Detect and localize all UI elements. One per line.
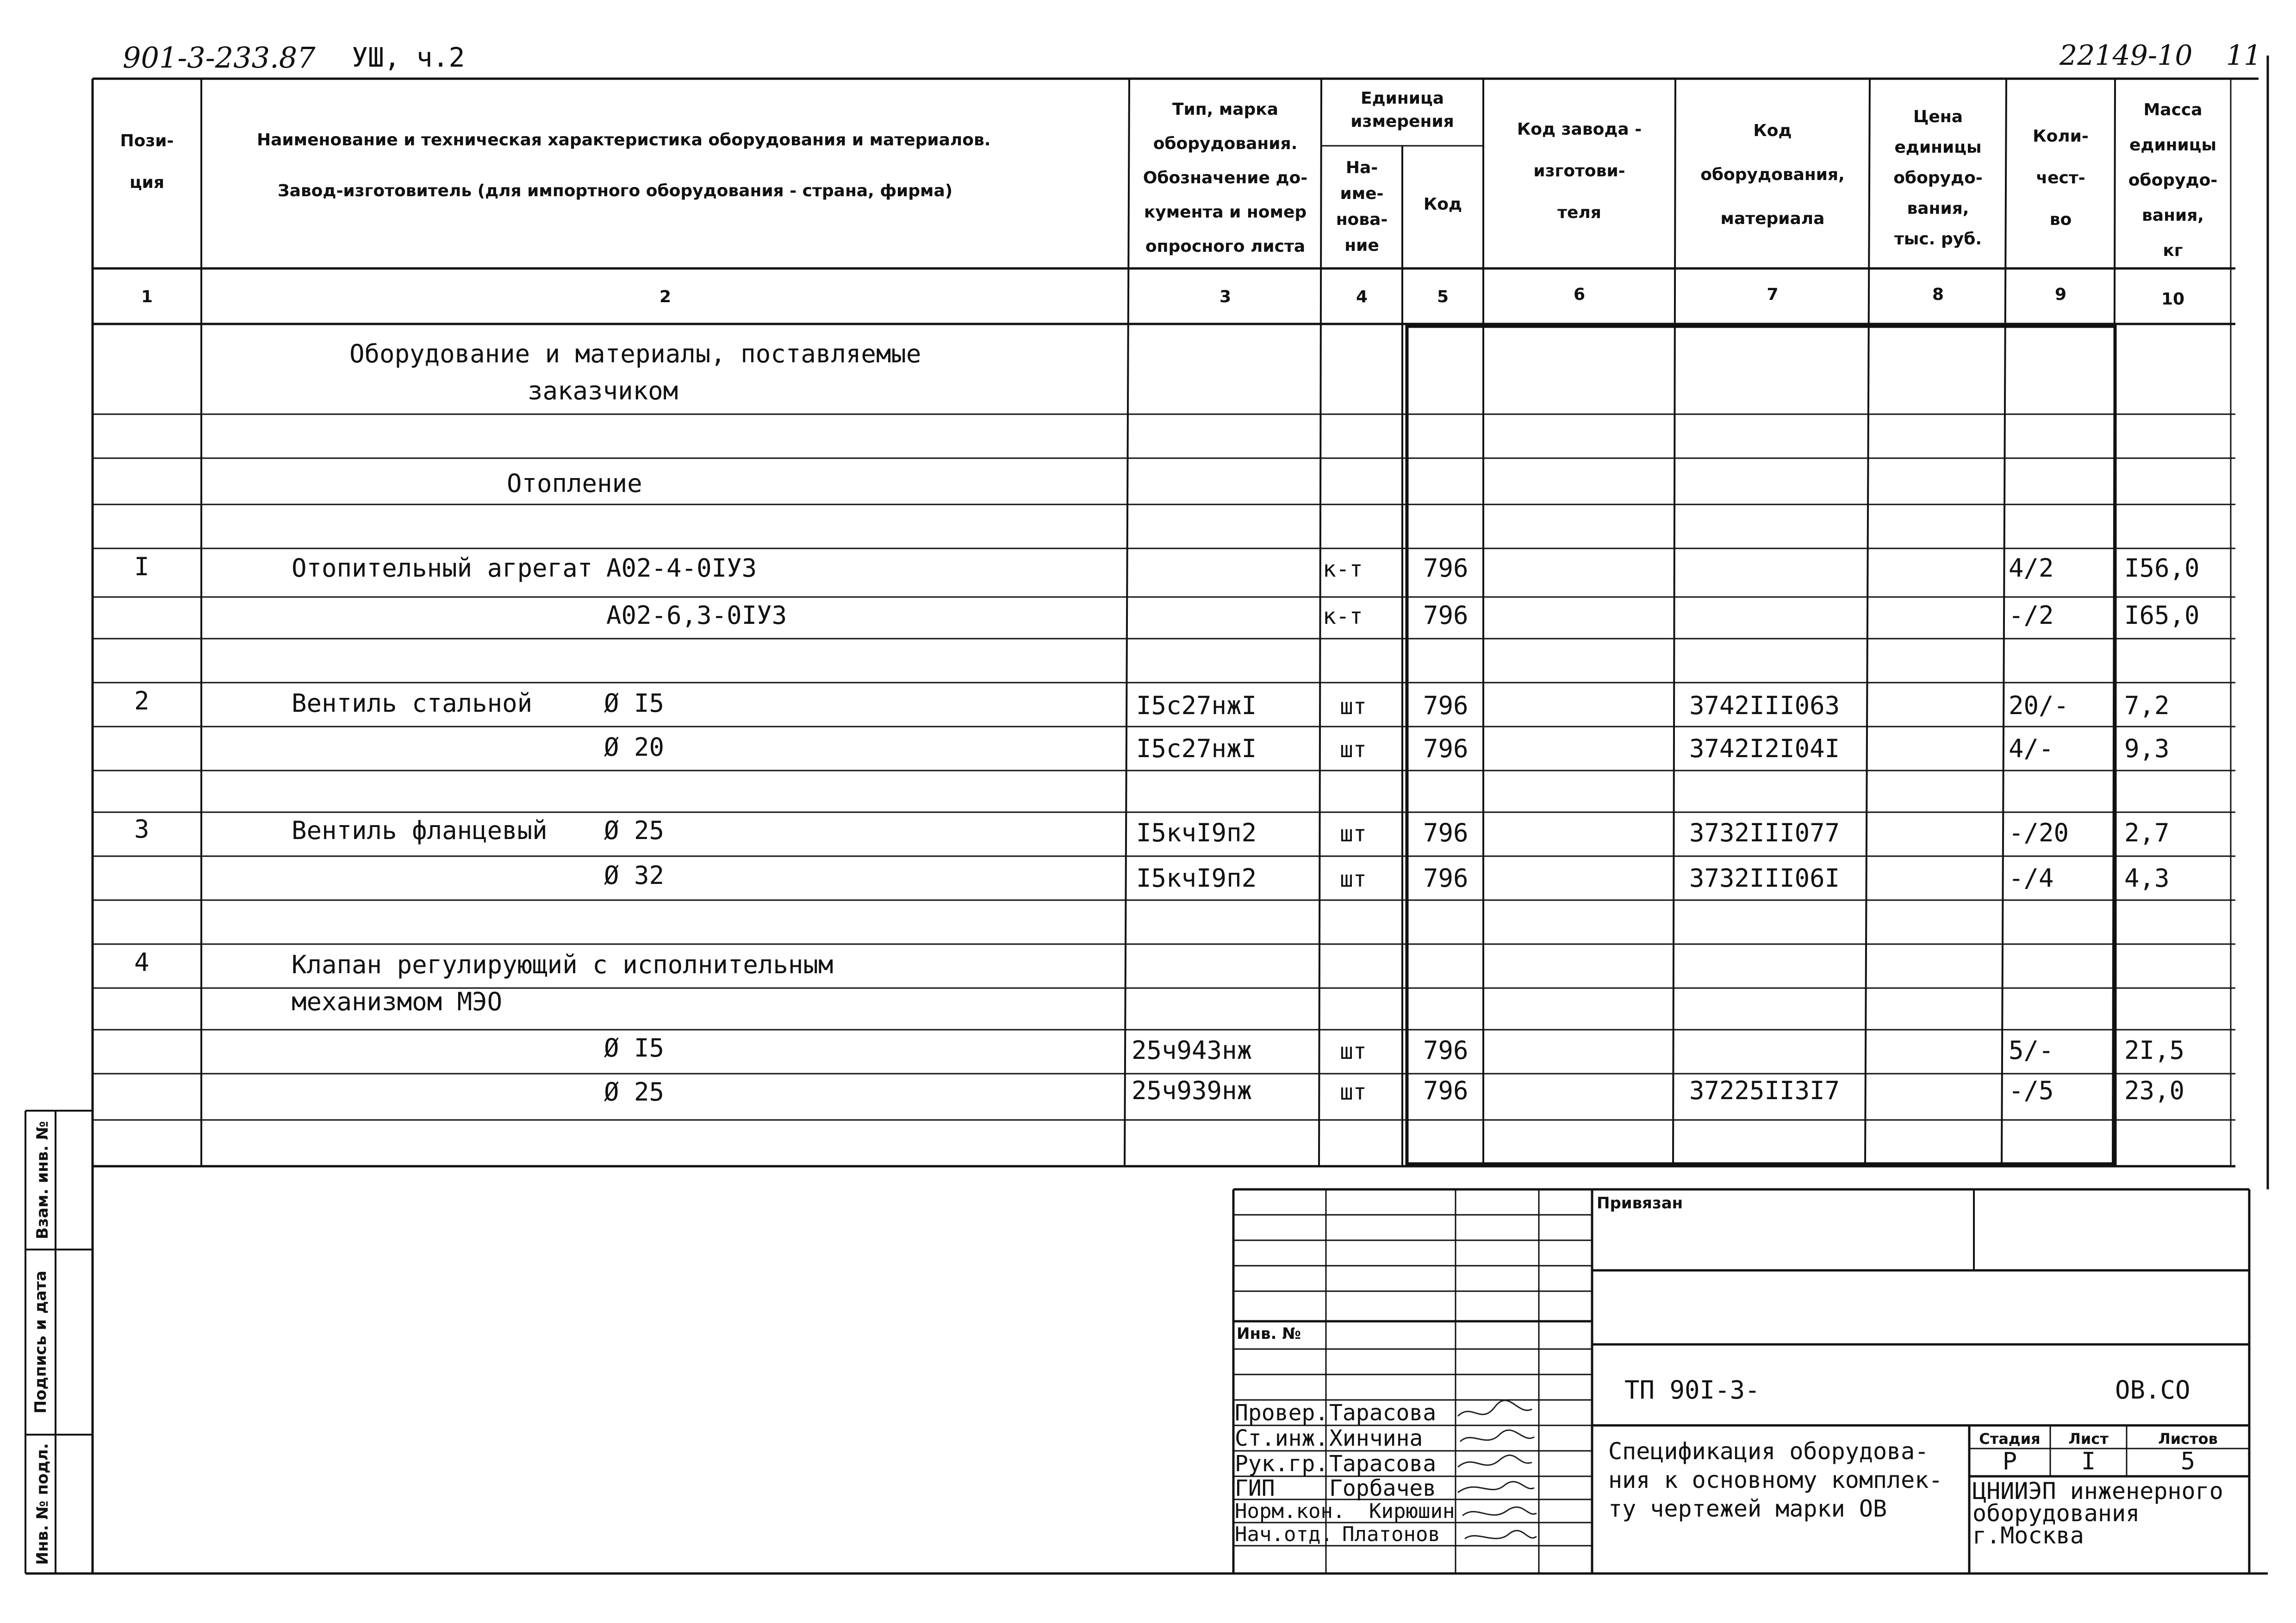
row-unit: шт (1340, 866, 1367, 892)
col-number: 1 (141, 287, 153, 306)
sheets-label: Листов (2158, 1430, 2218, 1448)
header-unit-group: Единица измерения (1350, 89, 1454, 131)
row-mass: I56,0 (2124, 553, 2200, 583)
row-unit-code: 796 (1423, 1076, 1468, 1105)
row-quantity: -/2 (2009, 601, 2054, 630)
col-number: 8 (1932, 285, 1944, 304)
row-equipment-code: 3742III063 (1689, 691, 1840, 720)
signer-name: Кирюшин (1369, 1499, 1455, 1523)
row-diameter: Ø 25 (604, 816, 665, 845)
signer-role: Норм.кон. (1235, 1499, 1345, 1523)
row-type: I5кчI9п2 (1136, 864, 1257, 893)
row-mark: А02-4-0IУ3 (606, 553, 757, 583)
header-quantity: Коли- чест- во (2033, 127, 2089, 229)
row-unit: к-т (1323, 556, 1363, 582)
row-unit-code: 796 (1423, 691, 1468, 720)
row-diameter: Ø I5 (604, 1033, 665, 1063)
row-equipment-code: 3732III06I (1689, 864, 1840, 893)
row-unit: шт (1340, 1038, 1367, 1064)
row-mass: 2,7 (2124, 818, 2170, 847)
row-unit: шт (1340, 737, 1367, 763)
sheet-mark: 11 (2226, 39, 2262, 72)
row-unit-code: 796 (1423, 601, 1468, 630)
signer-name: Платонов (1342, 1523, 1440, 1546)
signer-role: Ст.инж. (1235, 1425, 1329, 1451)
signer-role: Нач.отд. (1235, 1523, 1333, 1546)
sheets-value: 5 (2180, 1448, 2196, 1475)
row-mass: 2I,5 (2124, 1036, 2185, 1065)
row-unit-code: 796 (1423, 734, 1468, 763)
row-unit-code: 796 (1423, 818, 1468, 847)
row-unit-code: 796 (1423, 553, 1468, 583)
row-unit-code: 796 (1423, 1036, 1468, 1065)
row-diameter: Ø 25 (604, 1077, 665, 1107)
subsection-title: Отопление (507, 469, 642, 498)
row-mass: I65,0 (2124, 601, 2200, 630)
section-title-line2: заказчиком (528, 376, 678, 405)
signer-name: Хинчина (1329, 1425, 1423, 1451)
row-position: 2 (134, 686, 149, 715)
row-quantity: -/20 (2009, 818, 2069, 847)
row-equipment-code: 3742I2I04I (1689, 734, 1840, 763)
col-number: 3 (1219, 287, 1232, 306)
row-mass: 4,3 (2124, 864, 2170, 893)
header-equipment-code: Код оборудования, материала (1700, 121, 1845, 228)
row-quantity: -/4 (2009, 864, 2054, 893)
organization: ЦНИИЭП инженерного оборудования г.Москва (1972, 1478, 2223, 1549)
signer-role: Рук.гр. (1235, 1451, 1329, 1477)
col-number: 6 (1573, 285, 1586, 304)
side-stamp-inv-podl: Инв. № подл. (33, 1443, 52, 1565)
stage-value: Р (2002, 1448, 2017, 1475)
row-type: 25ч943нж (1132, 1036, 1252, 1065)
col-number: 5 (1437, 287, 1449, 306)
row-unit: шт (1340, 694, 1367, 720)
row-unit-code: 796 (1423, 864, 1468, 893)
privyazan-label: Привязан (1597, 1194, 1683, 1213)
inv-no-label: Инв. № (1237, 1325, 1301, 1343)
row-type: I5с27нжI (1136, 691, 1257, 720)
header-name-line2: Завод-изготовитель (для импортного оборудования - страна, фирма) (278, 181, 953, 200)
sheet-value: I (2081, 1448, 2096, 1475)
doc-id: ТП 90I-3- (1624, 1375, 1760, 1405)
row-unit: шт (1340, 821, 1367, 847)
signature-marks (1449, 1398, 1541, 1550)
row-equipment-code: 37225II3I7 (1689, 1076, 1840, 1105)
album-label: УШ, ч.2 (352, 42, 465, 73)
header-position: Пози- ция (120, 131, 174, 192)
row-position: I (134, 552, 149, 581)
col-number: 2 (659, 287, 672, 306)
row-type: I5с27нжI (1136, 734, 1257, 763)
row-diameter: Ø 20 (604, 733, 665, 762)
header-name-line1: Наименование и техническая характеристика оборудования и материалов. (257, 131, 991, 149)
side-stamp-vzam: Взам. инв. № (33, 1121, 52, 1239)
row-position: 3 (134, 815, 149, 844)
col-number: 10 (2161, 290, 2185, 309)
col-number: 7 (1767, 285, 1779, 304)
row-mark: А02-6,3-0IУ3 (606, 601, 787, 630)
row-quantity: 20/- (2009, 691, 2069, 720)
signer-role: Провер. (1235, 1400, 1329, 1426)
row-mass: 9,3 (2124, 734, 2170, 763)
col-number: 9 (2054, 285, 2067, 304)
row-diameter: Ø I5 (604, 689, 665, 718)
sheet-label: Лист (2068, 1430, 2109, 1448)
row-diameter: Ø 32 (604, 861, 665, 890)
row-name: Отопительный агрегат (292, 553, 593, 583)
row-unit: к-т (1323, 603, 1363, 629)
row-quantity: 5/- (2009, 1036, 2054, 1065)
stage-label: Стадия (1979, 1430, 2041, 1448)
header-unit-name: На- име- нова- ние (1336, 158, 1388, 255)
row-mass: 23,0 (2124, 1076, 2185, 1105)
signer-name: Тарасова (1329, 1400, 1437, 1426)
row-position: 4 (134, 948, 149, 977)
doc-title: Спецификация оборудова- ния к основному комплек- ту чертежей марки ОВ (1608, 1438, 1943, 1522)
row-name: Вентиль стальной (292, 689, 533, 718)
row-mass: 7,2 (2124, 691, 2170, 720)
row-type: 25ч939нж (1132, 1076, 1252, 1105)
header-price: Цена единицы оборудо- вания, тыс. руб. (1893, 107, 1983, 249)
row-quantity: 4/2 (2009, 553, 2054, 583)
section-title-line1: Оборудование и материалы, поставляемые (349, 339, 921, 368)
doc-mark: ОВ.СО (2115, 1375, 2190, 1405)
doc-code: 901-3-233.87 (123, 41, 316, 75)
header-factory-code: Код завода - изготови- теля (1517, 120, 1642, 222)
signer-name: Тарасова (1329, 1451, 1437, 1477)
header-unit-code: Код (1423, 195, 1462, 214)
signer-role: ГИП (1235, 1475, 1275, 1501)
row-name-continued: механизмом МЭО (292, 987, 503, 1016)
row-type: I5кчI9п2 (1136, 818, 1257, 847)
signer-name: Горбачев (1329, 1475, 1437, 1501)
col-number: 4 (1356, 287, 1368, 306)
side-stamp-signature-date: Подпись и дата (31, 1270, 50, 1414)
header-type: Тип, марка оборудования. Обозначение до- кумента и номер опросного листа (1143, 100, 1308, 256)
row-quantity: 4/- (2009, 734, 2054, 763)
row-name: Вентиль фланцевый (292, 816, 548, 845)
header-mass: Масса единицы оборудо- вания, кг (2128, 100, 2218, 260)
row-quantity: -/5 (2009, 1076, 2054, 1105)
row-equipment-code: 3732III077 (1689, 818, 1840, 847)
right-code: 22149-10 (2060, 39, 2193, 72)
row-unit: шт (1340, 1079, 1367, 1105)
row-name: Клапан регулирующий с исполнительным (292, 950, 834, 979)
